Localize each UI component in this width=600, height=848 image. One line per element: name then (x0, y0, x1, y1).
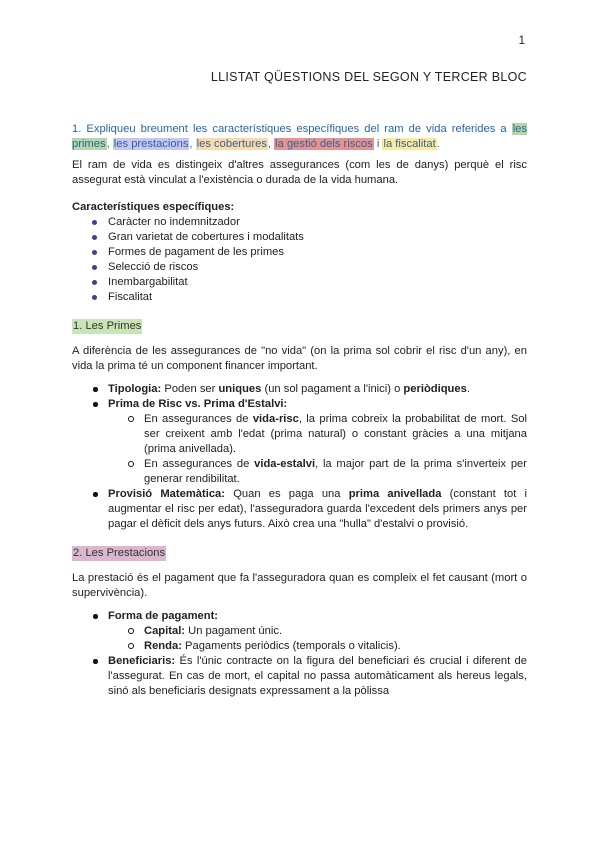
text-run: En assegurances de (144, 413, 253, 425)
question-1 (72, 122, 527, 152)
separator: , (106, 138, 113, 150)
list-item: Formes de pagament de les primes (72, 245, 527, 260)
beneficiaris-label: Beneficiaris: (108, 655, 176, 667)
section-1-intro: A diferència de les assegurances de "no vida" (on la prima sol cobrir el risc d'un any), en vida la prima té un component financer important. (72, 345, 527, 372)
text-run: (un sol pagament a l'inici) o (261, 383, 404, 395)
highlight-prestacions: les prestacions (113, 138, 189, 150)
prima-risc-item (72, 397, 527, 487)
highlight-fiscalitat: la fiscalitat (383, 138, 436, 150)
document-body (72, 122, 527, 699)
text-run: Poden ser (161, 383, 219, 395)
text-run: . (466, 383, 470, 395)
characteristics-title (72, 200, 527, 215)
section-2-intro: La prestació és el pagament que fa l'asseguradora quan es compleix el fet causant (mort o supervivència). (72, 572, 527, 599)
separator: , (267, 138, 275, 150)
forma-pagament-label: Forma de pagament: (108, 610, 219, 622)
bold-term: vida-estalvi (254, 458, 316, 470)
text-run: Un pagament únic. (185, 625, 283, 637)
list-item: Caràcter no indemnitzador (72, 215, 527, 230)
separator: , (189, 138, 196, 150)
prima-risc-label: Prima de Risc vs. Prima d'Estalvi: (108, 398, 288, 410)
highlight-primes: les primes (72, 123, 527, 150)
question-1-prefix: 1. Expliqueu breument les característiques específiques del ram de vida referides a (72, 123, 512, 135)
highlight-gestio-riscos: la gestió dels riscos (275, 138, 373, 150)
provisio-item (72, 487, 527, 532)
sub-list-item (108, 639, 527, 654)
beneficiaris-item (72, 654, 527, 699)
characteristics-list (72, 215, 527, 305)
intro-paragraph: El ram de vida es distingeix d'altres assegurances (com les de danys) perquè el risc assegurat està vinculat a l'existència o durada de la vida humana. (72, 159, 527, 186)
highlight-cobertures: les cobertures (196, 138, 267, 150)
sub-list-item (108, 412, 527, 457)
section-1-list (72, 382, 527, 532)
capital-label: Capital: (144, 625, 186, 637)
text-run: , la prima cobreix la probabilitat de mort. Sol ser creixent amb l'edat (prima natural) o constant gràcies a una mitjana (prima anivellada). (144, 413, 528, 455)
bold-term: uniques (218, 383, 262, 395)
bold-term: vida-risc (252, 413, 299, 425)
tipologia-item (72, 382, 527, 397)
text-run: En assegurances de (144, 458, 255, 470)
bold-term: periòdiques (403, 383, 467, 395)
section-2-list (72, 609, 527, 699)
document-title: LLISTAT QÜESTIONS DEL SEGON Y TERCER BLOC (210, 70, 527, 84)
provisio-label: Provisió Matemàtica: (108, 488, 225, 500)
list-item: Inembargabilitat (72, 275, 527, 290)
section-1-heading: 1. Les Primes (73, 320, 142, 332)
renda-label: Renda: (144, 640, 182, 652)
question-1-suffix: . (436, 138, 440, 150)
prima-risc-sublist (108, 412, 527, 487)
tipologia-label: Tipologia: (108, 383, 162, 395)
separator: i (373, 138, 383, 150)
text-run: , la major part de la prima s'inverteix per generar rendibilitat. (144, 458, 527, 485)
text-run: Quan es paga una (225, 488, 349, 500)
text-run: (constant tot i augmentar el risc per edat), l'asseguradora guarda l'excedent dels primers anys per pagar el dèficit dels anys futurs. Això crea una "hulla" d'estalvi o provisió. (108, 488, 527, 530)
list-item: Selecció de riscos (72, 260, 527, 275)
text-run: Pagaments periòdics (temporals o vitalicis). (181, 640, 401, 652)
forma-pagament-item (72, 609, 527, 654)
page-number: 1 (518, 35, 525, 47)
section-2-heading: 2. Les Prestacions (73, 547, 166, 559)
bold-term: prima anivellada (348, 488, 442, 500)
forma-pagament-sublist (108, 624, 527, 654)
sub-list-item (108, 457, 527, 487)
list-item: Gran varietat de cobertures i modalitats (72, 230, 527, 245)
sub-list-item (108, 624, 527, 639)
characteristics-title-text: Característiques específiques: (72, 201, 235, 213)
list-item: Fiscalitat (72, 290, 527, 305)
text-run: És l'únic contracte on la figura del beneficiari és crucial i diferent de l'assegurat. En cas de mort, el capital no passa automàticament als hereus legals, sinó als beneficiaris designats expressament a la pòlissa (108, 655, 527, 697)
